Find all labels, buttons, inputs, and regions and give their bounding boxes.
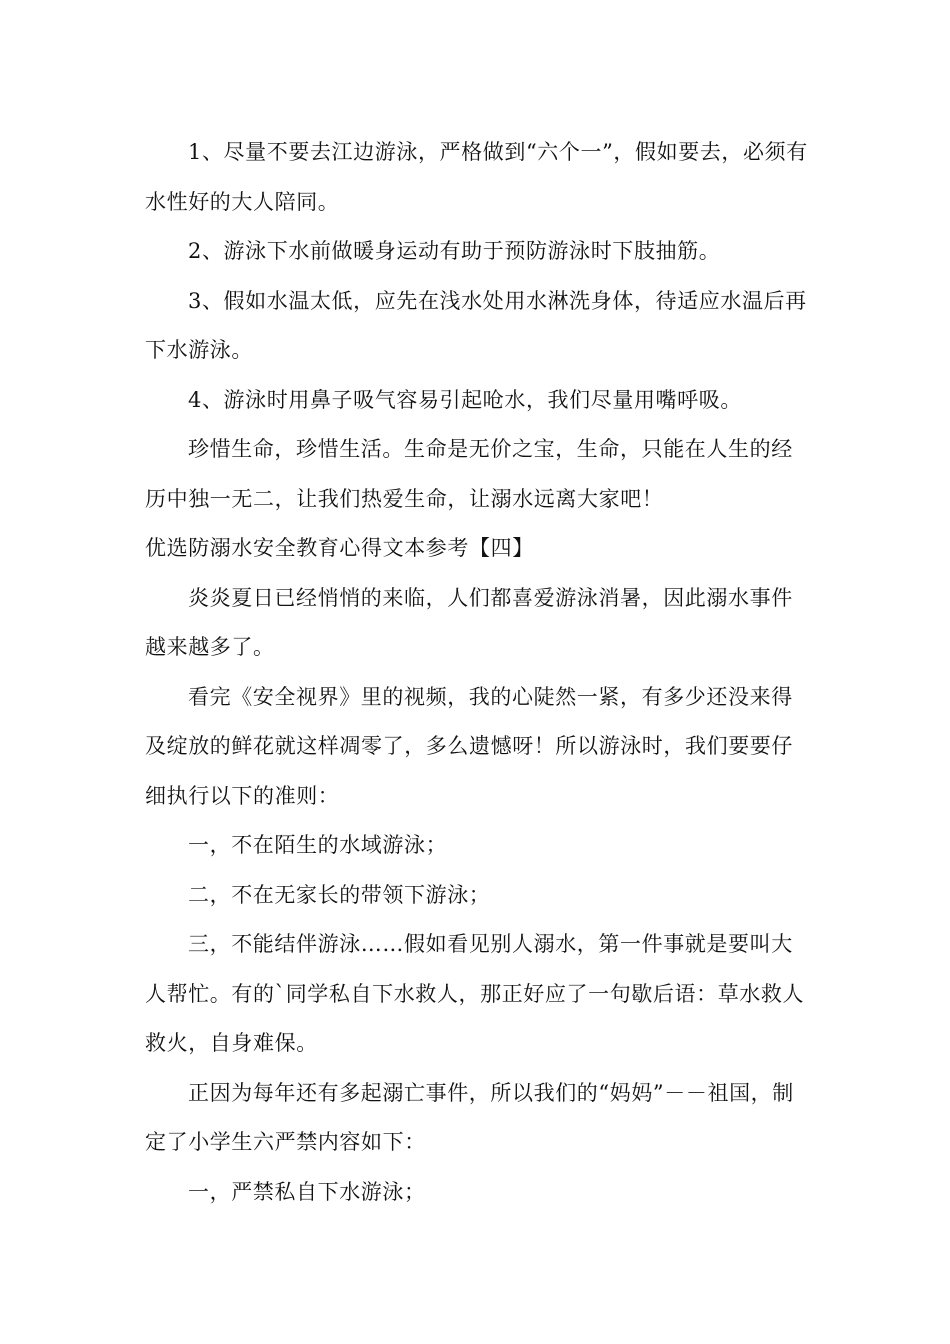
paragraph-7: 看完《安全视界》里的视频，我的心陡然一紧，有多少还没来得及绽放的鲜花就这样凋零了，多么遗憾呀！所以游泳时，我们要要仔细执行以下的准则： xyxy=(145,684,793,808)
paragraph-2: 2、游泳下水前做暖身运动有助于预防游泳时下肢抽筋。 xyxy=(188,239,721,263)
paragraph-12: 一，严禁私自下水游泳； xyxy=(188,1179,426,1204)
paragraph-3: 3、假如水温太低，应先在浅水处用水淋洗身体，待适应水温后再下水游泳。 xyxy=(145,288,807,362)
paragraph-8: 一，不在陌生的水域游泳； xyxy=(188,833,448,857)
paragraph-1: 1、尽量不要去江边游泳，严格做到“六个一”，假如要去，必须有水性好的大人陪同。 xyxy=(145,140,808,214)
document-body xyxy=(145,128,810,1217)
paragraph-5: 珍惜生命，珍惜生活。生命是无价之宝，生命，只能在人生的经历中独一无二，让我们热爱生命，让溺水远离大家吧！ xyxy=(145,437,793,511)
paragraph-9: 二，不在无家长的带领下游泳； xyxy=(188,882,491,907)
section-heading: 优选防溺水安全教育心得文本参考【四】 xyxy=(145,536,534,560)
paragraph-10: 三，不能结伴游泳……假如看见别人溺水，第一件事就是要叫大人帮忙。有的`同学私自下水救人，那正好应了一句歇后语：草水救人救火，自身难保。 xyxy=(145,932,805,1055)
paragraph-6: 炎炎夏日已经悄悄的来临，人们都喜爱游泳消暑，因此溺水事件越来越多了。 xyxy=(145,585,793,659)
paragraph-4: 4、游泳时用鼻子吸气容易引起呛水，我们尽量用嘴呼吸。 xyxy=(188,387,742,412)
paragraph-11: 正因为每年还有多起溺亡事件，所以我们的“妈妈”－－祖国，制定了小学生六严禁内容如下： xyxy=(145,1080,794,1154)
